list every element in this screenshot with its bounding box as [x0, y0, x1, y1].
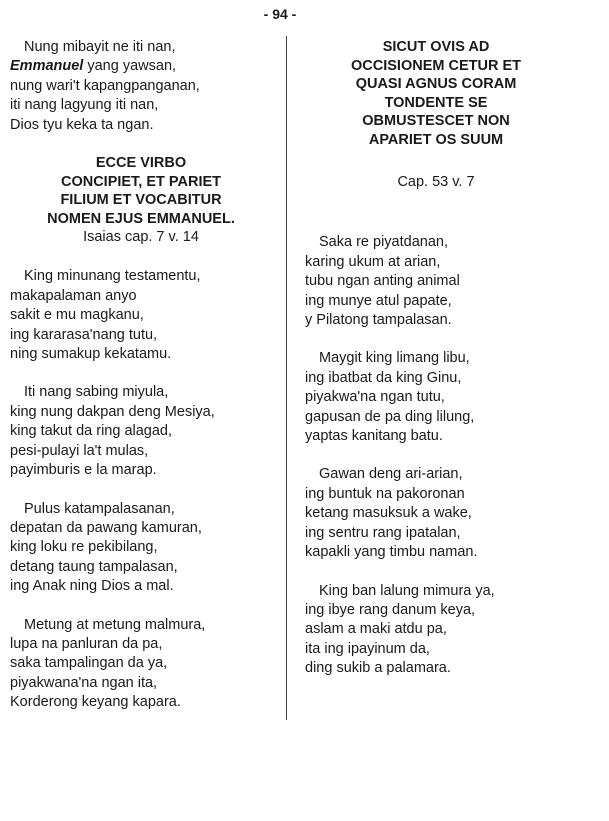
stanza	[305, 465, 567, 562]
verse-line: King minunang testamentu,	[24, 268, 201, 285]
heading-line: APARIET OS SUUM	[368, 131, 504, 148]
verse-line: y Pilatong tampalasan.	[305, 312, 452, 329]
verse-line: ing ibatbat da king Ginu,	[305, 369, 462, 386]
verse-line: Dios tyu keka ta ngan.	[10, 116, 154, 133]
verse-line: king loku re pekibilang,	[10, 539, 158, 556]
verse-line: Saka re piyatdanan,	[319, 234, 448, 251]
latin-heading	[10, 154, 272, 228]
verse-line: nung wari't kapangpanganan,	[10, 77, 200, 94]
verse-line: Iti nang sabing miyula,	[24, 384, 169, 401]
heading-line: OBMUSTESCET NON	[362, 113, 510, 129]
verse-line: Pulus katampalasanan,	[24, 500, 175, 517]
heading-line: NOMEN EJUS EMMANUEL.	[47, 210, 235, 227]
heading-line: OCCISIONEM CETUR ET	[351, 57, 521, 74]
scripture-reference: Cap. 53 v. 7	[397, 174, 475, 190]
verse-line: sakit e mu magkanu,	[10, 307, 144, 324]
verse-line: ing munye atul papate,	[305, 292, 452, 309]
verse-line: king takut da ring alagad,	[10, 423, 173, 440]
verse-line: ing sentru rang ipatalan,	[305, 524, 461, 541]
verse-line: iti nang lagyung iti nan,	[10, 97, 159, 114]
emphasized-word: Emmanuel	[10, 58, 84, 75]
verse-line: ing ibye rang danum keya,	[305, 601, 476, 618]
stanza	[10, 500, 272, 597]
verse-line: piyakwa'na ngan tutu,	[305, 389, 445, 406]
verse-line: Metung at metung malmura,	[24, 616, 206, 633]
verse-line: karing ukum at arian,	[305, 253, 441, 270]
stanza	[305, 349, 567, 446]
heading-line: QUASI AGNUS CORAM	[355, 76, 517, 92]
verse-line: ing kararasa'nang tutu,	[10, 326, 158, 343]
verse-line: kapakli yang timbu naman.	[305, 544, 478, 561]
verse-line: ding sukib a palamara.	[305, 660, 451, 677]
verse-line: payimburis e la marap.	[10, 462, 157, 479]
heading-line: SICUT OVIS AD	[382, 39, 490, 55]
verse-line: Maygit king limang libu,	[319, 350, 470, 367]
verse-line: pesi-pulayi la't mulas,	[10, 442, 149, 459]
stanza	[305, 233, 567, 330]
verse-line: detang taung tampalasan,	[10, 558, 178, 575]
right-column	[305, 38, 567, 698]
latin-heading	[305, 38, 567, 149]
verse-line: Nung mibayit ne iti nan,	[24, 39, 176, 55]
heading-line: ECCE VIRBO	[95, 155, 187, 172]
verse-line: Gawan deng ari-arian,	[319, 466, 463, 483]
verse-line	[10, 57, 272, 76]
verse-line-rest: yang yawsan,	[83, 58, 177, 75]
heading-line: FILIUM ET VOCABITUR	[60, 192, 222, 209]
verse-line: depatan da pawang kamuran,	[10, 519, 202, 536]
heading-line: TONDENTE SE	[384, 94, 488, 111]
stanza	[305, 582, 567, 679]
verse-line: makapalaman anyo	[10, 287, 137, 304]
verse-line: king nung dakpan deng Mesiya,	[10, 403, 215, 420]
verse-line: ning sumakup kekatamu.	[10, 346, 172, 363]
page-number: - 94 -	[263, 6, 297, 22]
stanza	[10, 383, 272, 480]
heading-line: CONCIPIET, ET PARIET	[60, 173, 222, 190]
stanza	[10, 267, 272, 364]
verse-line: lupa na panluran da pa,	[10, 635, 163, 652]
verse-line: aslam a maki atdu pa,	[305, 621, 447, 638]
verse-line: gapusan de pa ding lilung,	[305, 408, 475, 425]
column-divider	[286, 36, 287, 720]
verse-line: ita ing ipayinum da,	[305, 640, 430, 657]
verse-line: piyakwana'na ngan ita,	[10, 674, 158, 691]
verse-line: tubu ngan anting animal	[305, 273, 460, 290]
verse-line: King ban lalung mimura ya,	[319, 582, 495, 599]
intro-stanza	[10, 38, 272, 135]
verse-line: ketang masuksuk a wake,	[305, 505, 472, 522]
verse-line: ing buntuk na pakoronan	[305, 485, 465, 502]
left-column	[10, 38, 272, 732]
verse-line: ing Anak ning Dios a mal.	[10, 578, 174, 595]
scripture-reference: Isaias cap. 7 v. 14	[83, 229, 199, 246]
verse-line: Korderong keyang kapara.	[10, 694, 181, 711]
verse-line: saka tampalingan da ya,	[10, 655, 168, 672]
stanza	[10, 616, 272, 713]
verse-line: yaptas kanitang batu.	[305, 428, 443, 445]
